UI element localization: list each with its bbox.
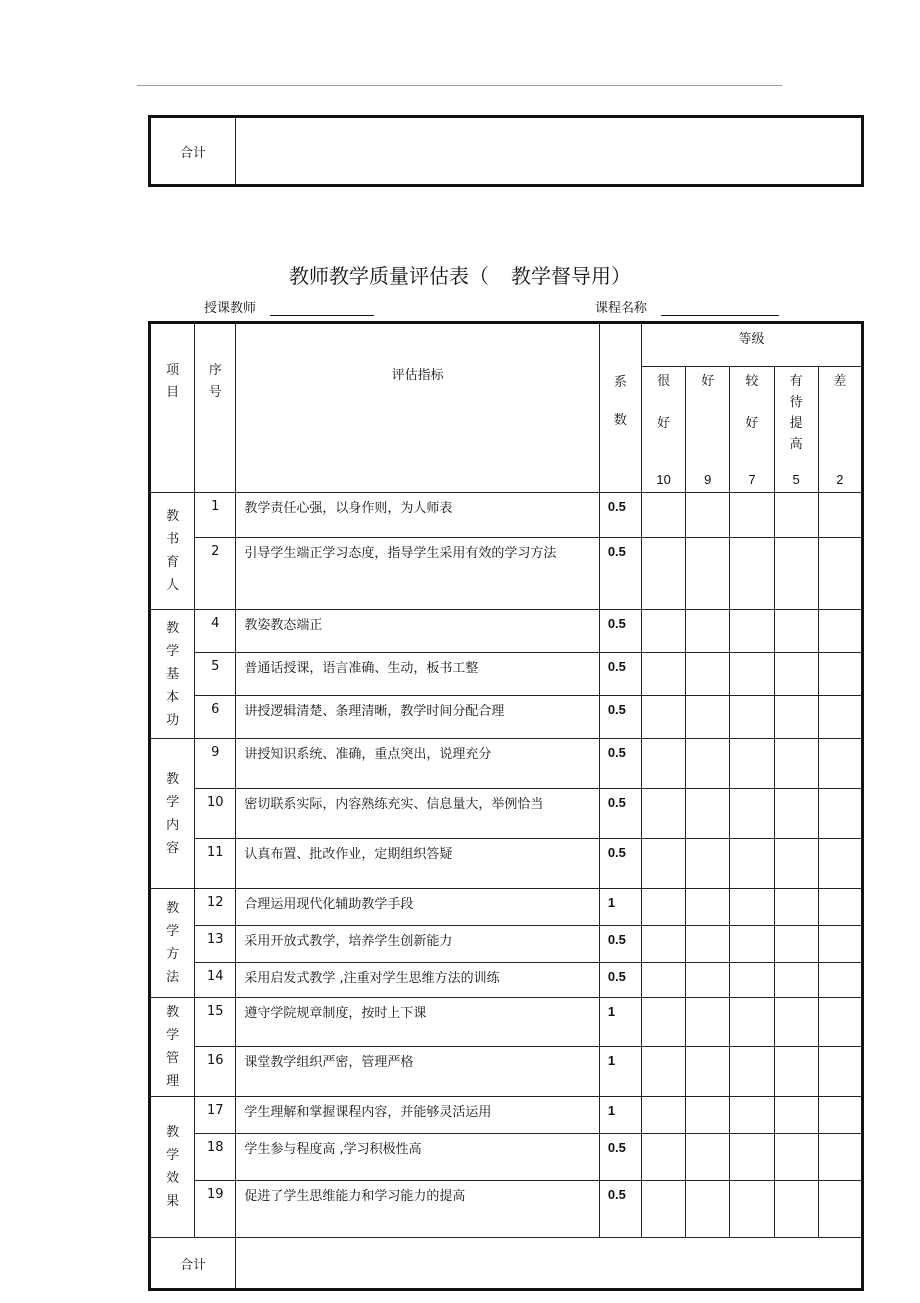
category-cell [150, 610, 195, 739]
indicator-text: 采用开放式教学，培养学生创新能力 [236, 926, 600, 963]
row-number: 15 [195, 998, 236, 1047]
grade-cell[interactable] [642, 1181, 686, 1238]
vertical-char: 学 [166, 643, 180, 659]
coefficient: 0.5 [599, 538, 641, 610]
vertical-char: 教 [166, 1125, 180, 1140]
row-number: 6 [195, 696, 236, 739]
indicator-text: 讲授知识系统、准确，重点突出，说理充分 [236, 739, 600, 789]
grade-char: 有 [789, 374, 803, 390]
grade-cell[interactable] [686, 839, 730, 889]
coefficient: 0.5 [599, 789, 641, 839]
table-row [150, 963, 863, 998]
grade-cell[interactable] [774, 889, 818, 926]
title-usage: 教学督导用） [511, 264, 631, 288]
table-row [150, 653, 863, 696]
grade-cell[interactable] [774, 839, 818, 889]
vertical-char: 功 [166, 712, 180, 728]
vertical-char: 育 [166, 555, 180, 570]
grade-cell[interactable] [730, 839, 774, 889]
header-coefficient [599, 323, 641, 493]
vertical-char: 内 [166, 817, 180, 833]
coefficient: 1 [599, 998, 641, 1047]
grade-cell[interactable] [774, 926, 818, 963]
table-row [150, 926, 863, 963]
row-number: 13 [195, 926, 236, 963]
indicator-text: 合理运用现代化辅助教学手段 [236, 889, 600, 926]
indicator-text: 认真布置、批改作业，定期组织答疑 [236, 839, 600, 889]
grade-cell[interactable] [686, 789, 730, 839]
vertical-char: 学 [166, 1028, 180, 1043]
total-value-cell[interactable] [236, 117, 863, 186]
row-number: 19 [195, 1181, 236, 1238]
grade-cell[interactable] [642, 538, 686, 610]
grade-score: 5 [792, 472, 800, 487]
table-row [150, 889, 863, 926]
grade-char: 很 [657, 374, 671, 390]
grade-cell[interactable] [686, 889, 730, 926]
vertical-char: 效 [166, 1171, 180, 1186]
grade-cell[interactable] [686, 696, 730, 739]
vertical-char: 学 [166, 924, 180, 939]
grade-cell[interactable] [774, 610, 818, 653]
grade-cell[interactable] [686, 1134, 730, 1181]
grade-cell[interactable] [686, 610, 730, 653]
grade-cell[interactable] [818, 839, 862, 889]
grade-cell[interactable] [642, 789, 686, 839]
grade-column-4 [774, 367, 818, 493]
row-number: 14 [195, 963, 236, 998]
grade-cell[interactable] [818, 1134, 862, 1181]
grade-cell[interactable] [642, 889, 686, 926]
indicator-text: 教学责任心强，以身作则，为人师表 [236, 493, 600, 538]
row-number: 5 [195, 653, 236, 696]
category-cell [150, 739, 195, 889]
grade-cell[interactable] [686, 538, 730, 610]
grade-cell[interactable] [686, 998, 730, 1047]
grade-cell[interactable] [774, 1097, 818, 1134]
teacher-label: 授课教师 [204, 301, 257, 316]
row-number: 11 [195, 839, 236, 889]
coefficient: 0.5 [599, 839, 641, 889]
grade-cell[interactable] [642, 653, 686, 696]
vertical-char: 学 [166, 1148, 180, 1163]
vertical-char: 果 [166, 1194, 180, 1209]
grade-cell[interactable] [642, 998, 686, 1047]
header-row [150, 323, 863, 367]
coefficient: 1 [599, 1047, 641, 1097]
grade-cell[interactable] [818, 653, 862, 696]
coefficient: 0.5 [599, 926, 641, 963]
grade-cell[interactable] [774, 653, 818, 696]
grade-char: 高 [789, 437, 803, 453]
indicator-text: 普通话授课，语言准确、生动，板书工整 [236, 653, 600, 696]
grade-cell[interactable] [642, 739, 686, 789]
grade-score: 10 [656, 472, 671, 487]
header-seq [195, 323, 236, 493]
vertical-char: 方 [166, 947, 180, 962]
row-number: 4 [195, 610, 236, 653]
grade-cell[interactable] [642, 610, 686, 653]
grade-char [730, 392, 773, 413]
grade-column-2 [686, 367, 730, 493]
total-value-cell[interactable] [236, 1238, 863, 1290]
table-row [150, 1097, 863, 1134]
grade-char: 差 [833, 374, 847, 390]
table-row [150, 1047, 863, 1097]
header-grade: 等级 [642, 323, 863, 367]
vertical-char: 号 [208, 385, 222, 400]
table-row [150, 839, 863, 889]
grade-cell[interactable] [774, 789, 818, 839]
coefficient: 0.5 [599, 739, 641, 789]
grade-cell[interactable] [686, 963, 730, 998]
course-label: 课程名称 [595, 301, 648, 316]
table-row [150, 538, 863, 610]
total-label: 合计 [150, 117, 236, 186]
grade-cell[interactable] [686, 493, 730, 538]
vertical-char: 数 [613, 413, 627, 428]
coefficient: 0.5 [599, 493, 641, 538]
grade-cell[interactable] [818, 493, 862, 538]
grade-cell[interactable] [730, 963, 774, 998]
table-row [150, 998, 863, 1047]
vertical-char: 系 [613, 375, 627, 390]
grade-cell[interactable] [818, 610, 862, 653]
teacher-input-line[interactable] [270, 299, 374, 316]
grade-cell[interactable] [818, 789, 862, 839]
indicator-text: 讲授逻辑清楚、条理清晰，教学时间分配合理 [236, 696, 600, 739]
vertical-char: 本 [166, 689, 180, 705]
vertical-char: 理 [166, 1074, 180, 1089]
grade-cell[interactable] [730, 653, 774, 696]
vertical-char: 教 [166, 620, 180, 636]
grade-cell[interactable] [730, 696, 774, 739]
row-number: 17 [195, 1097, 236, 1134]
table-row [150, 610, 863, 653]
grade-cell[interactable] [730, 1047, 774, 1097]
grade-cell[interactable] [730, 789, 774, 839]
coefficient: 0.5 [599, 963, 641, 998]
grade-char: 好 [657, 416, 671, 432]
grade-column-1 [642, 367, 686, 493]
grade-score: 7 [748, 472, 756, 487]
grade-cell[interactable] [774, 696, 818, 739]
vertical-char: 容 [166, 840, 180, 856]
course-input-line[interactable] [661, 299, 779, 316]
grade-cell[interactable] [774, 998, 818, 1047]
vertical-char: 序 [208, 363, 222, 378]
grade-cell[interactable] [730, 998, 774, 1047]
table-row [150, 493, 863, 538]
grade-cell[interactable] [818, 1097, 862, 1134]
vertical-char: 项 [166, 363, 180, 378]
grade-cell[interactable] [818, 538, 862, 610]
grade-char: 较 [745, 374, 759, 390]
grade-char: 待 [789, 395, 803, 411]
grade-cell[interactable] [774, 493, 818, 538]
header-indicator: 评估指标 [236, 323, 600, 493]
grade-char [642, 392, 685, 413]
vertical-char: 教 [166, 1005, 180, 1020]
teacher-field [204, 297, 374, 316]
grade-cell[interactable] [686, 1047, 730, 1097]
indicator-text: 教姿教态端正 [236, 610, 600, 653]
grade-cell[interactable] [818, 1181, 862, 1238]
indicator-text: 学生参与程度高 ,学习积极性高 [236, 1134, 600, 1181]
table-row [150, 789, 863, 839]
page-title [0, 260, 920, 289]
indicator-text: 课堂教学组织严密，管理严格 [236, 1047, 600, 1097]
vertical-char: 管 [166, 1051, 180, 1066]
coefficient: 0.5 [599, 653, 641, 696]
grade-score: 9 [704, 472, 712, 487]
indicator-text: 学生理解和掌握课程内容，并能够灵活运用 [236, 1097, 600, 1134]
indicator-text: 促进了学生思维能力和学习能力的提高 [236, 1181, 600, 1238]
grade-cell[interactable] [686, 1181, 730, 1238]
grade-cell[interactable] [818, 998, 862, 1047]
grade-cell[interactable] [818, 1047, 862, 1097]
coefficient: 0.5 [599, 696, 641, 739]
total-label: 合计 [150, 1238, 236, 1290]
row-number: 18 [195, 1134, 236, 1181]
grade-cell[interactable] [642, 493, 686, 538]
row-number: 9 [195, 739, 236, 789]
grade-cell[interactable] [642, 1134, 686, 1181]
row-number: 1 [195, 493, 236, 538]
grade-cell[interactable] [730, 889, 774, 926]
grade-cell[interactable] [774, 538, 818, 610]
coefficient: 0.5 [599, 1134, 641, 1181]
category-cell [150, 889, 195, 998]
indicator-text: 采用启发式教学 ,注重对学生思维方法的训练 [236, 963, 600, 998]
grade-cell[interactable] [730, 739, 774, 789]
table-row [150, 1134, 863, 1181]
grade-cell[interactable] [730, 1181, 774, 1238]
grade-cell[interactable] [686, 739, 730, 789]
category-cell [150, 998, 195, 1097]
row-number: 10 [195, 789, 236, 839]
grade-cell[interactable] [730, 926, 774, 963]
row-number: 2 [195, 538, 236, 610]
vertical-char: 学 [166, 794, 180, 810]
grade-char: 提 [789, 416, 803, 432]
vertical-char: 基 [166, 666, 180, 682]
grade-cell[interactable] [686, 1097, 730, 1134]
grade-cell[interactable] [774, 1134, 818, 1181]
grade-cell[interactable] [818, 696, 862, 739]
coefficient: 1 [599, 889, 641, 926]
header-category [150, 323, 195, 493]
vertical-char: 法 [166, 970, 180, 985]
grade-cell[interactable] [818, 963, 862, 998]
indicator-text: 引导学生端正学习态度，指导学生采用有效的学习方法 [236, 538, 600, 610]
grade-cell[interactable] [642, 1097, 686, 1134]
grade-cell[interactable] [774, 1047, 818, 1097]
grade-score: 2 [836, 472, 844, 487]
grade-column-5 [818, 367, 862, 493]
grade-cell[interactable] [730, 610, 774, 653]
row-number: 16 [195, 1047, 236, 1097]
vertical-char: 目 [166, 385, 180, 400]
grade-cell[interactable] [818, 926, 862, 963]
grade-cell[interactable] [818, 739, 862, 789]
grade-cell[interactable] [774, 963, 818, 998]
total-row [150, 1238, 863, 1290]
course-field [595, 297, 779, 316]
vertical-char: 书 [166, 532, 180, 547]
previous-total-table [148, 115, 864, 187]
grade-column-3 [730, 367, 774, 493]
evaluation-table [148, 321, 864, 1291]
row-number: 12 [195, 889, 236, 926]
grade-cell[interactable] [642, 963, 686, 998]
grade-cell[interactable] [642, 1047, 686, 1097]
category-cell [150, 1097, 195, 1238]
grade-cell[interactable] [642, 926, 686, 963]
coefficient: 0.5 [599, 610, 641, 653]
grade-cell[interactable] [730, 1134, 774, 1181]
coefficient: 0.5 [599, 1181, 641, 1238]
grade-cell[interactable] [774, 1181, 818, 1238]
table-row [150, 696, 863, 739]
grade-cell[interactable] [642, 696, 686, 739]
grade-char: 好 [701, 374, 715, 390]
grade-char: 好 [745, 416, 759, 432]
grade-cell[interactable] [730, 538, 774, 610]
vertical-char: 人 [166, 578, 180, 593]
grade-cell[interactable] [818, 889, 862, 926]
grade-cell[interactable] [686, 926, 730, 963]
grade-cell[interactable] [774, 739, 818, 789]
grade-cell[interactable] [642, 839, 686, 889]
coefficient: 1 [599, 1097, 641, 1134]
table-row [150, 739, 863, 789]
header-rule [137, 85, 782, 86]
category-cell [150, 493, 195, 610]
grade-cell[interactable] [730, 1097, 774, 1134]
grade-cell[interactable] [730, 493, 774, 538]
grade-cell[interactable] [686, 653, 730, 696]
table-row [150, 1181, 863, 1238]
vertical-char: 教 [166, 901, 180, 916]
title-main: 教师教学质量评估表（ [289, 264, 489, 288]
vertical-char: 教 [166, 771, 180, 787]
vertical-char: 教 [166, 509, 180, 524]
indicator-text: 密切联系实际，内容熟练充实、信息量大，举例恰当 [236, 789, 600, 839]
indicator-text: 遵守学院规章制度，按时上下课 [236, 998, 600, 1047]
